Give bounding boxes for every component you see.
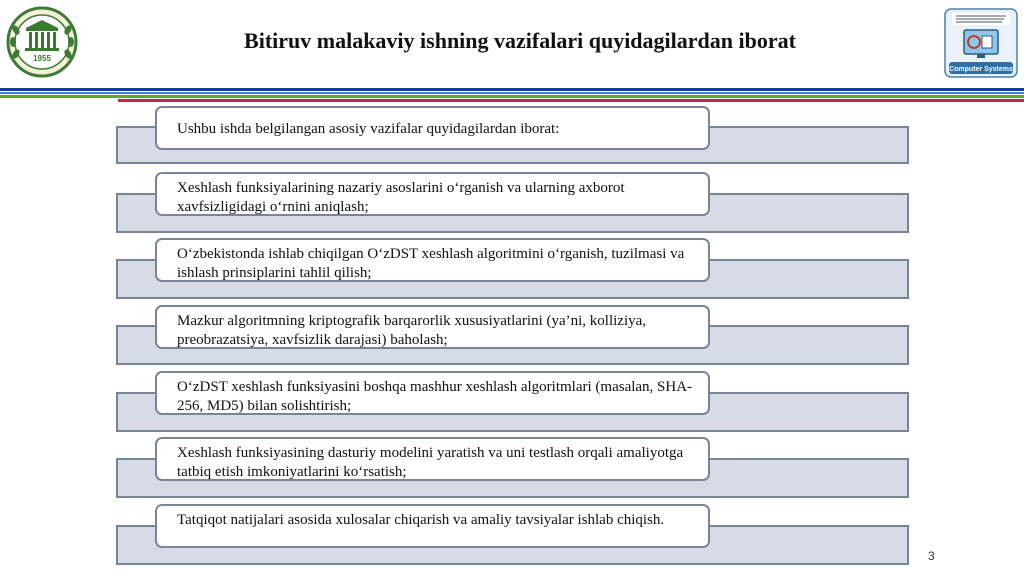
page-number: 3 — [928, 549, 935, 563]
task-item: Mazkur algoritmning kriptografik barqarorlik xususiyatlarini (ya’ni, kolliziya, preobrazatsiya, xavfsizlik darajasi) baholash; — [155, 305, 710, 349]
header-rule-red — [118, 99, 1024, 102]
computer-systems-logo — [944, 8, 1018, 78]
task-item: Xeshlash funksiyalarining nazariy asoslarini o‘rganish va ularning axborot xavfsizligidagi o‘rnini aniqlash; — [155, 172, 710, 216]
task-item: Xeshlash funksiyasining dasturiy modelini yaratish va uni testlash orqali amaliyotga tatbiq etish imkoniyatlarini ko‘rsatish; — [155, 437, 710, 481]
task-item: O‘zbekistonda ishlab chiqilgan O‘zDST xeshlash algoritmini o‘rganish, tuzilmasi va ishlash prinsiplarini tahlil qilish; — [155, 238, 710, 282]
task-item: O‘zDST xeshlash funksiyasini boshqa mashhur xeshlash algoritmlari (masalan, SHA-256, MD5) bilan solishtirish; — [155, 371, 710, 415]
header-rule-green — [0, 95, 1024, 98]
logo-caption: Computer Systems — [949, 66, 1013, 73]
task-item: Ushbu ishda belgilangan asosiy vazifalar quyidagilardan iborat: — [155, 106, 710, 150]
header-rule-blue — [0, 92, 1024, 94]
task-item: Tatqiqot natijalari asosida xulosalar chiqarish va amaliy tavsiyalar ishlab chiqish. — [155, 504, 710, 548]
page-title: Bitiruv malakaviy ishning vazifalari quyidagilardan iborat — [244, 28, 796, 53]
university-logo — [6, 4, 78, 80]
logo-year: 1955 — [33, 54, 51, 63]
header-rule-navy — [0, 88, 1024, 91]
